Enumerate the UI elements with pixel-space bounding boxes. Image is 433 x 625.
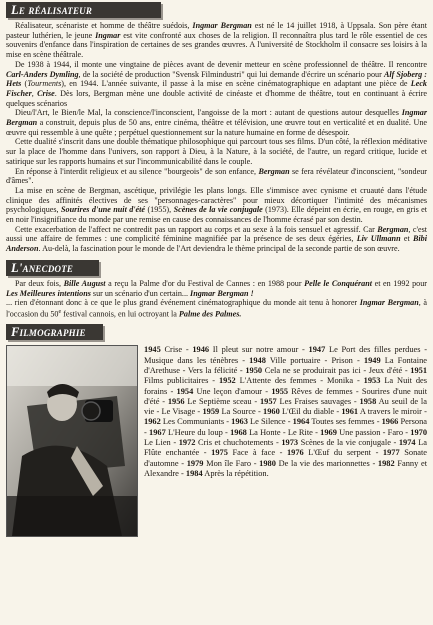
film-title: Scènes de la vie conjugale	[300, 438, 391, 448]
film-title: Au seuil de la vie	[144, 396, 427, 417]
film-year: 1952	[218, 376, 236, 386]
filmography-entry	[369, 366, 402, 375]
film-title: Le Silence	[250, 417, 286, 427]
anecdote-paragraph: ... rien d'étonnant donc à ce que le plus grand événement cinématographique du monde ait tenu à honorer Ingmar Bergman, à l'occasion du 50e festival cannois, en lui octroyant la Palme des Palmes.	[6, 298, 427, 319]
film-title: Jeux d'été	[368, 366, 403, 375]
emphasized-name: Pelle le Conquérant	[304, 278, 373, 288]
filmography-entry	[231, 417, 285, 426]
filmography-entry	[192, 345, 298, 354]
film-title: Crise	[164, 345, 183, 355]
film-year: 1980	[259, 458, 276, 468]
filmography-entry	[211, 448, 275, 457]
bio-paragraph: La mise en scène de Bergman, ascétique, privilégie les plans longs. Elle s'immisce avec cynisme et cruauté dans l'étude clinique des affinités électives de ses "personnages-caractères" pour mieux décortiquer l'intimité des mécanismes psychologiques, Sourires d'une nuit d'été (1955), Scènes de la vie conjugale (1973). Elle dépeint en écrie, en rouge, en gris et en noir l'insignifiance du monde par une remise en cause des connaissances de l'homme écrasé par son destin.	[6, 185, 428, 225]
bio-paragraph: Dieu/l'Art, le Bien/le Mal, la conscience/l'inconscient, l'angoisse de la mort : autant de questions autour desquelles Ingmar Bergman a construit, depuis plus de 50 ans, entre cinéma, théâtre et télévision, une œuvre tout en verticalité et en dualité. Une œuvre qui ressemble à une quête ; perpétuel questionnement sur la nature humaine en forme de désespoir.	[6, 108, 427, 137]
emphasized-name: Ingmar Bergman !	[190, 288, 254, 298]
filmography-entry	[149, 428, 223, 437]
film-year: 1968	[230, 427, 247, 437]
film-title: Sourires d'une nuit d'été	[144, 386, 428, 406]
emphasized-name: Leck Fischer	[6, 79, 427, 98]
film-year: 1975	[211, 448, 228, 458]
filmography-entry	[179, 438, 274, 447]
bio-paragraph: Réalisateur, scénariste et homme de théâtre suédois, Ingmar Bergman est né le 14 juillet 1918, à Uppsala. Son père étant pasteur luthérien, le jeune Ingmar est vite confronté aux choses de la religion. Il reconnaîtra plus tard le rôle essentiel de ces souvenirs d'enfance dans l'inspiration de certaines de ses grandes œuvres. A l'université de Stockholm il consacre ses loisirs à la mise en scène théâtrale.	[6, 21, 427, 60]
film-title: L'Attente des femmes	[239, 376, 317, 386]
bio-paragraph: En réponse à l'interdit religieux et au silence "bourgeois" de son enfance, Bergman se fera révélateur d'inconscient, "sondeur d'âmes".	[6, 166, 427, 186]
filmography-entry	[249, 356, 320, 365]
emphasized-name: Carl-Anders Dymling	[6, 69, 79, 79]
film-year: 1946	[192, 345, 210, 355]
filmography-entry	[293, 417, 375, 426]
emphasized-name: Les Meilleures intentions	[6, 288, 91, 298]
superscript: e	[58, 308, 62, 315]
film-year: 1976	[286, 448, 304, 458]
filmography-entry	[287, 448, 371, 457]
film-title: A travers le miroir	[359, 407, 422, 417]
film-title: La Fontaine d'Arethuse	[144, 355, 427, 375]
film-year: 1954	[176, 386, 194, 396]
film-title: Musique dans les ténèbres	[144, 355, 239, 365]
film-title: Prison	[331, 355, 353, 365]
film-title: Les Communiants	[162, 417, 225, 427]
filmography-entry	[259, 459, 370, 468]
emphasized-name: Alf Sjoberg : Hets	[6, 69, 427, 89]
emphasized-name: Palme des Palmes.	[178, 309, 242, 319]
film-title: Faro	[387, 427, 404, 437]
film-title: Toutes ses femmes	[311, 417, 375, 427]
film-title: Cela ne se produirait pas ici	[264, 366, 361, 375]
section-header-filmographie: Filmographie	[6, 324, 103, 340]
filmography-entry	[281, 438, 391, 447]
filmography-entry	[263, 407, 334, 416]
filmography-section	[6, 345, 427, 537]
filmography-entry	[245, 366, 360, 375]
film-year: 1956	[167, 396, 185, 406]
film-title: Cris et chuchotements	[198, 438, 274, 448]
film-year: 1953	[363, 376, 381, 386]
film-year: 1960	[263, 407, 280, 417]
film-title: La Honte	[249, 427, 281, 437]
filmography-entry	[320, 428, 380, 437]
page	[6, 2, 427, 537]
film-title: De la vie des marionnettes	[278, 458, 370, 468]
film-year: 1979	[186, 458, 204, 468]
film-year: 1967	[149, 427, 166, 437]
emphasized-name: Scènes de la vie conjugale	[173, 205, 263, 215]
film-title: Films publicitaires	[144, 376, 209, 386]
film-title: Le Lien	[144, 438, 171, 448]
film-title: Persona	[400, 417, 427, 427]
film-year: 1977	[382, 448, 400, 458]
film-title: La Flûte enchantée	[144, 438, 428, 458]
photo-image	[7, 346, 137, 536]
emphasized-name: Bibi Anderson	[6, 234, 427, 254]
film-year: 1961	[341, 407, 359, 417]
film-title: Les Fraises sauvages	[279, 396, 352, 406]
filmography-entry	[288, 428, 313, 437]
film-year: 1959	[202, 407, 220, 417]
biography-text	[6, 21, 427, 254]
filmography-entry	[219, 376, 316, 385]
film-year: 1982	[377, 458, 395, 468]
film-year: 1970	[410, 427, 428, 437]
film-year: 1972	[178, 438, 196, 448]
film-title: Une leçon d'amour	[196, 386, 263, 396]
film-title: Vers la félicité	[187, 366, 238, 375]
section-header-anecdote: L'anecdote	[6, 260, 99, 276]
film-title: Fanny et Alexandre	[144, 458, 428, 478]
film-year: 1948	[249, 355, 266, 365]
film-title: Après la répétition.	[204, 468, 269, 478]
bio-paragraph: Cette dualité s'inscrit dans une double thématique philosophique qui parcourt tous ses films. D'un côté, la réflexion méditative sur la place de l'homme dans l'univers, son rapport à Dieu, à la Nature, à la société, de l'autre, un regard critique, lucide et satirique sur les rapports humains et sur l'incommunicabilité dans le couple.	[6, 137, 427, 166]
emphasized-name: Sourires d'une nuit d'été	[61, 205, 146, 215]
director-photo	[6, 345, 138, 537]
film-title: L'Œil du diable	[282, 407, 335, 417]
film-year: 1947	[308, 345, 326, 355]
italic-text: Tourments	[27, 79, 62, 89]
filmography-entry	[168, 397, 252, 406]
film-title: Monika	[327, 376, 354, 386]
filmography-entry	[260, 397, 351, 406]
film-year: 1963	[231, 417, 248, 427]
filmography-entry	[144, 345, 182, 354]
film-year: 1957	[259, 396, 277, 406]
filmography-entry	[327, 376, 353, 385]
film-year: 1984	[185, 468, 203, 478]
filmography-entry	[388, 428, 403, 437]
film-year: 1951	[410, 366, 428, 375]
film-title: Mon île Faro	[206, 458, 252, 468]
filmography-entry	[202, 407, 255, 416]
film-year: 1974	[398, 438, 416, 448]
emphasized-name: Ingmar Bergman	[192, 21, 252, 30]
anecdote-paragraph: Par deux fois, Bille August a reçu la Palme d'or du Festival de Cannes : en 1988 pour Pelle le Conquérant et en 1992 pour Les Meilleures intentions sur un scénario d'un certain... Ingmar Bergman !	[6, 278, 427, 298]
emphasized-name: Ingmar	[95, 30, 121, 40]
filmography-entry	[162, 407, 196, 416]
film-year: 1962	[144, 417, 161, 427]
filmography-entry	[382, 417, 427, 426]
emphasized-name: Ingmar Bergman	[6, 108, 427, 128]
emphasized-name: Bergman	[377, 224, 409, 234]
filmography-entry	[309, 345, 421, 354]
anecdote-text	[6, 279, 427, 320]
filmography-entry	[186, 469, 269, 478]
emphasized-name: Crise	[37, 88, 55, 98]
film-year: 1958	[359, 396, 377, 406]
film-title: Il pleut sur notre amour	[212, 345, 299, 355]
film-year: 1949	[363, 355, 381, 365]
film-title: L'Œuf du serpent	[308, 448, 372, 458]
filmography-entry	[144, 417, 224, 426]
filmography-entry	[187, 459, 251, 468]
film-year: 1945	[144, 345, 161, 355]
filmography-list: 1945 Crise - 1946 Il pleut sur notre amour - 1947 Le Port des filles perdues - Musique dans les ténèbres - 1948 Ville portuaire - Prison - 1949 La Fontaine d'Arethuse - Vers la félicité - 1950 Cela ne se produirait pas ici - Jeux d'été - 1951 Films publicitaires - 1952 L'Attente des femmes - Monika - 1953 La Nuit des forains - 1954 Une leçon d'amour - 1955 Rêves de femmes - Sourires d'une nuit d'été - 1956 Le Septième sceau - 1957 Les Fraises sauvages - 1958 Au seuil de la vie - Le Visage - 1959 La Source - 1960 L'Œil du diable - 1961 A travers le miroir - 1962 Les Communiants - 1963 Le Silence - 1964 Toutes ses femmes - 1966 Persona - 1967 L'Heure du loup - 1968 La Honte - Le Rite - 1969 Une passion - Faro - 1970 Le Lien - 1972 Cris et chuchotements - 1973 Scènes de la vie conjugale - 1974 La Flûte enchantée - 1975 Face à face - 1976 L'Œuf du serpent - 1977 Sonate d'automne - 1979 Mon île Faro - 1980 De la vie des marionnettes - 1982 Fanny et Alexandre - 1984 Après la répétition.	[144, 345, 428, 478]
filmography-entry	[144, 356, 238, 365]
film-title: Le Port des filles perdues	[328, 345, 421, 355]
film-title: Rêves de femmes	[291, 386, 353, 396]
filmography-entry	[177, 387, 263, 396]
film-title: Une passion	[339, 427, 381, 437]
emphasized-name: Bergman	[258, 166, 290, 176]
bio-paragraph: De 1938 à 1944, il monte une vingtaine de pièces avant de devenir metteur en scène professionnel de théâtre. Il rencontre Carl-Anders Dymling, de la société de production "Svensk Filmindustri" qui lui demande d'écrire un scénario pour Alf Sjoberg : Hets (Tourments), en 1944. L'année suivante, il passe à la mise en scène cinématographique en adaptant une pièce de Leck Fischer, Crise. Dès lors, Bergman mène une double activité de cinéaste et d'homme de théâtre, tout en continuant à écrire quelques scénarios	[6, 59, 428, 108]
film-title: Le Septième sceau	[187, 396, 252, 406]
film-title: La Nuit des forains	[144, 376, 428, 396]
emphasized-name: Bille August	[63, 278, 106, 288]
filmography-entry	[188, 366, 237, 375]
emphasized-name: Liv Ullmann	[356, 234, 401, 244]
film-year: 1964	[292, 417, 310, 427]
film-year: 1969	[320, 427, 337, 437]
section-header-realisateur: Le réalisateur	[6, 2, 161, 18]
film-year: 1950	[245, 366, 263, 375]
film-title: Le Rite	[287, 427, 313, 437]
bio-paragraph: Cette exacerbation de l'affect ne contredit pas un rapport au corps et au sexe à la fois sensuel et agressif. Car Bergman, c'est aussi une affaire de femmes : une complicité féminine magnifiée par la présence de ses deux égéries, Liv Ullmann et Bibi Anderson. Au-delà, la fascination pour le monde de l'Art deviendra le thème principal de la seconde partie de son œuvre.	[6, 224, 427, 254]
film-title: Face à face	[232, 448, 276, 458]
film-title: Sonate d'automne	[144, 448, 428, 468]
filmography-entry	[230, 428, 281, 437]
film-title: L'Heure du loup	[168, 427, 223, 437]
film-year: 1973	[281, 438, 299, 448]
emphasized-name: Ingmar Bergman	[359, 298, 419, 308]
film-title: La Source	[221, 407, 256, 417]
filmography-entry	[331, 356, 352, 365]
film-title: Ville portuaire	[269, 355, 321, 365]
film-year: 1966	[381, 417, 399, 427]
filmography-entry	[341, 407, 422, 416]
film-title: Le Visage	[161, 407, 196, 417]
film-year: 1955	[271, 386, 289, 396]
filmography-entry	[271, 387, 352, 396]
